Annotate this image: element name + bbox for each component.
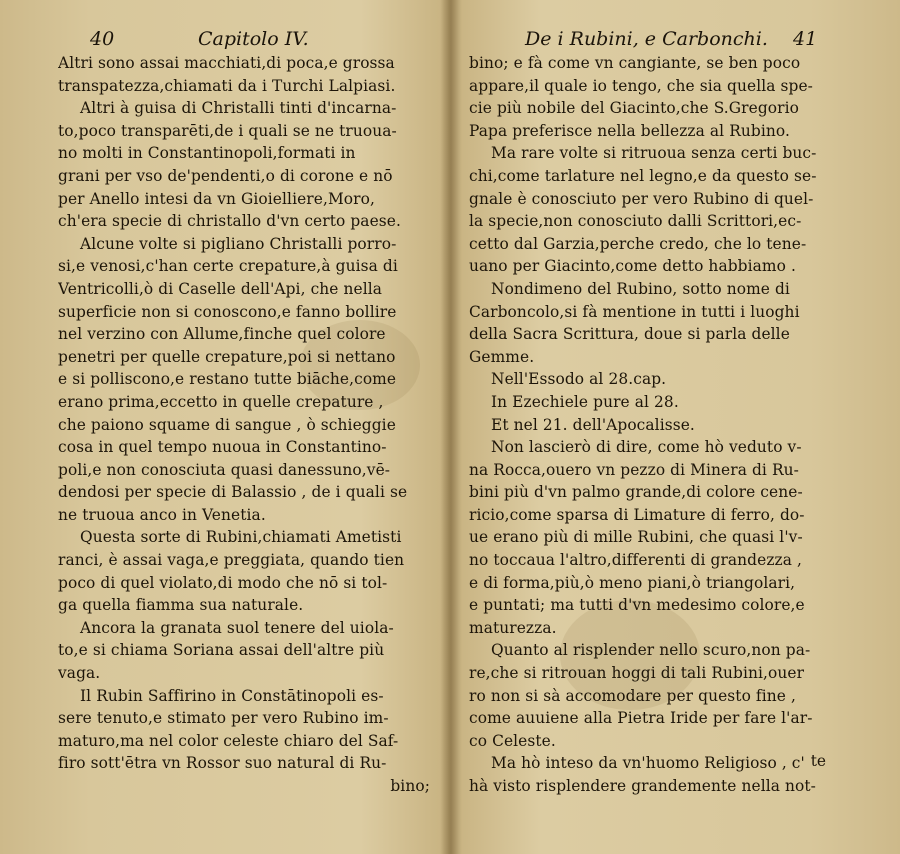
text-line: na Rocca,ouero vn pezzo di Minera di Ru- — [469, 460, 799, 479]
text-line: ch'era specie di christallo d'vn certo paese. — [58, 212, 401, 231]
text-line: la specie,non conosciuto dalli Scrittori,ec- — [469, 212, 802, 231]
text-line: co Celeste. — [469, 731, 556, 750]
text-line: firo sott'ētra vn Rossor suo natural di Ru- — [58, 754, 387, 773]
text-line: ricio,come sparsa di Limature di ferro, do- — [469, 505, 805, 524]
text-line: Altri à guisa di Christalli tinti d'incarna- — [80, 99, 397, 118]
text-line: Carboncolo,si fà mentione in tutti i luoghi — [469, 302, 800, 321]
text-line: Ma hò inteso da vn'huomo Religioso , c' — [491, 754, 805, 773]
text-line: Et nel 21. dell'Apocalisse. — [491, 415, 695, 434]
text-line: no toccaua l'altro,differenti di grandezza , — [469, 551, 803, 570]
catchword: te — [810, 752, 826, 770]
text-line: ro non si sà accomodare per questo fine , — [469, 686, 796, 705]
text-line: poco di quel violato,di modo che nō si tol- — [58, 573, 388, 592]
text-line: Ma rare volte si ritruoua senza certi buc- — [491, 144, 817, 163]
text-line: Nondimeno del Rubino, sotto nome di — [491, 279, 790, 298]
text-line: Papa preferisce nella bellezza al Rubino. — [469, 121, 790, 140]
text-line: grani per vso de'pendenti,o di corone e nō — [58, 166, 393, 185]
running-head: Capitolo IV. — [198, 28, 309, 50]
text-line: Altri sono assai macchiati,di poca,e grossa — [58, 54, 395, 72]
text-line: e puntati; ma tutti d'vn medesimo colore,e — [469, 596, 805, 615]
text-line: della Sacra Scrittura, doue si parla delle — [469, 325, 790, 344]
text-line: come auuiene alla Pietra Iride per fare l'ar- — [469, 709, 813, 728]
text-block — [58, 52, 448, 798]
text-line: vaga. — [58, 664, 101, 683]
text-line: gnale è conosciuto per vero Rubino di quel- — [469, 189, 814, 208]
text-line: transpatezza,chiamati da i Turchi Lalpiasi. — [58, 76, 396, 95]
text-line: bini più d'vn palmo grande,di colore cene- — [469, 483, 803, 502]
text-line: Ventricolli,ò di Caselle dell'Api, che nella — [58, 279, 383, 298]
text-block — [469, 52, 899, 798]
text-line: nel verzino con Allume,finche quel colore — [58, 325, 386, 344]
text-line: cie più nobile del Giacinto,che S.Gregorio — [469, 99, 800, 118]
text-line: per Anello intesi da vn Gioielliere,Moro, — [58, 189, 375, 208]
text-line: cosa in quel tempo nuoua in Constantino- — [58, 438, 387, 457]
text-line: to,poco transparēti,de i quali se ne truoua- — [58, 121, 397, 140]
right-page — [455, 0, 900, 854]
text-line: Quanto al risplender nello scuro,non pa- — [491, 641, 811, 660]
text-line: no molti in Constantinopoli,formati in — [58, 144, 356, 163]
page-number: 40 — [90, 28, 115, 50]
text-line: Nell'Essodo al 28.cap. — [491, 370, 667, 389]
text-line: In Ezechiele pure al 28. — [491, 392, 679, 411]
text-line: ne truoua anco in Venetia. — [58, 505, 266, 524]
text-line: Alcune volte si pigliano Christalli porro- — [80, 234, 397, 253]
text-line: Ancora la granata suol tenere del uiola- — [80, 618, 394, 637]
page-number: 41 — [793, 28, 818, 50]
text-line: re,che si ritrouan hoggi di tali Rubini,ouer — [469, 664, 805, 683]
text-line: uano per Giacinto,come detto habbiamo . — [469, 257, 796, 276]
text-line: penetri per quelle crepature,poi si nettano — [58, 347, 396, 366]
text-line: ga quella fiamma sua naturale. — [58, 596, 304, 615]
text-line: che paiono squame di sangue , ò schieggie — [58, 415, 396, 434]
text-line: bino; e fà come vn cangiante, se ben poco — [469, 54, 801, 72]
text-line: Non lascierò di dire, come hò veduto v- — [491, 438, 802, 457]
text-line: Il Rubin Saffirino in Constātinopoli es- — [80, 686, 384, 705]
text-line: ue erano più di mille Rubini, che quasi l'v- — [469, 528, 803, 547]
text-line: chi,come tarlature nel legno,e da questo se- — [469, 166, 817, 185]
text-line: ranci, è assai vaga,e preggiata, quando tien — [58, 551, 405, 570]
text-line: maturezza. — [469, 618, 557, 637]
text-line: to,e si chiama Soriana assai dell'altre più — [58, 641, 385, 660]
text-line: sere tenuto,e stimato per vero Rubino im- — [58, 709, 389, 728]
text-line: maturo,ma nel color celeste chiaro del Saf- — [58, 731, 399, 750]
text-line: dendosi per specie di Balassio , de i quali se — [58, 483, 408, 502]
text-line: erano prima,eccetto in quelle crepature , — [58, 392, 384, 411]
text-line: superficie non si conoscono,e fanno bollire — [58, 302, 397, 321]
text-line: poli,e non conosciuta quasi danessuno,vē- — [58, 460, 391, 479]
text-line: e di forma,più,ò meno piani,ò triangolari, — [469, 573, 796, 592]
text-line: appare,il quale io tengo, che sia quella spe- — [469, 76, 813, 95]
text-line: bino; — [390, 777, 430, 795]
text-line: Questa sorte di Rubini,chiamati Ametisti — [80, 528, 402, 547]
text-line: cetto dal Garzia,perche credo, che lo tene- — [469, 234, 807, 253]
text-line: hà visto risplendere grandemente nella not- — [469, 777, 816, 795]
text-line: Gemme. — [469, 347, 535, 366]
text-line: e si polliscono,e restano tutte biāche,come — [58, 370, 397, 389]
text-line: si,e venosi,c'han certe crepature,à guisa di — [58, 257, 398, 276]
running-head: De i Rubini, e Carbonchi. — [525, 28, 768, 50]
